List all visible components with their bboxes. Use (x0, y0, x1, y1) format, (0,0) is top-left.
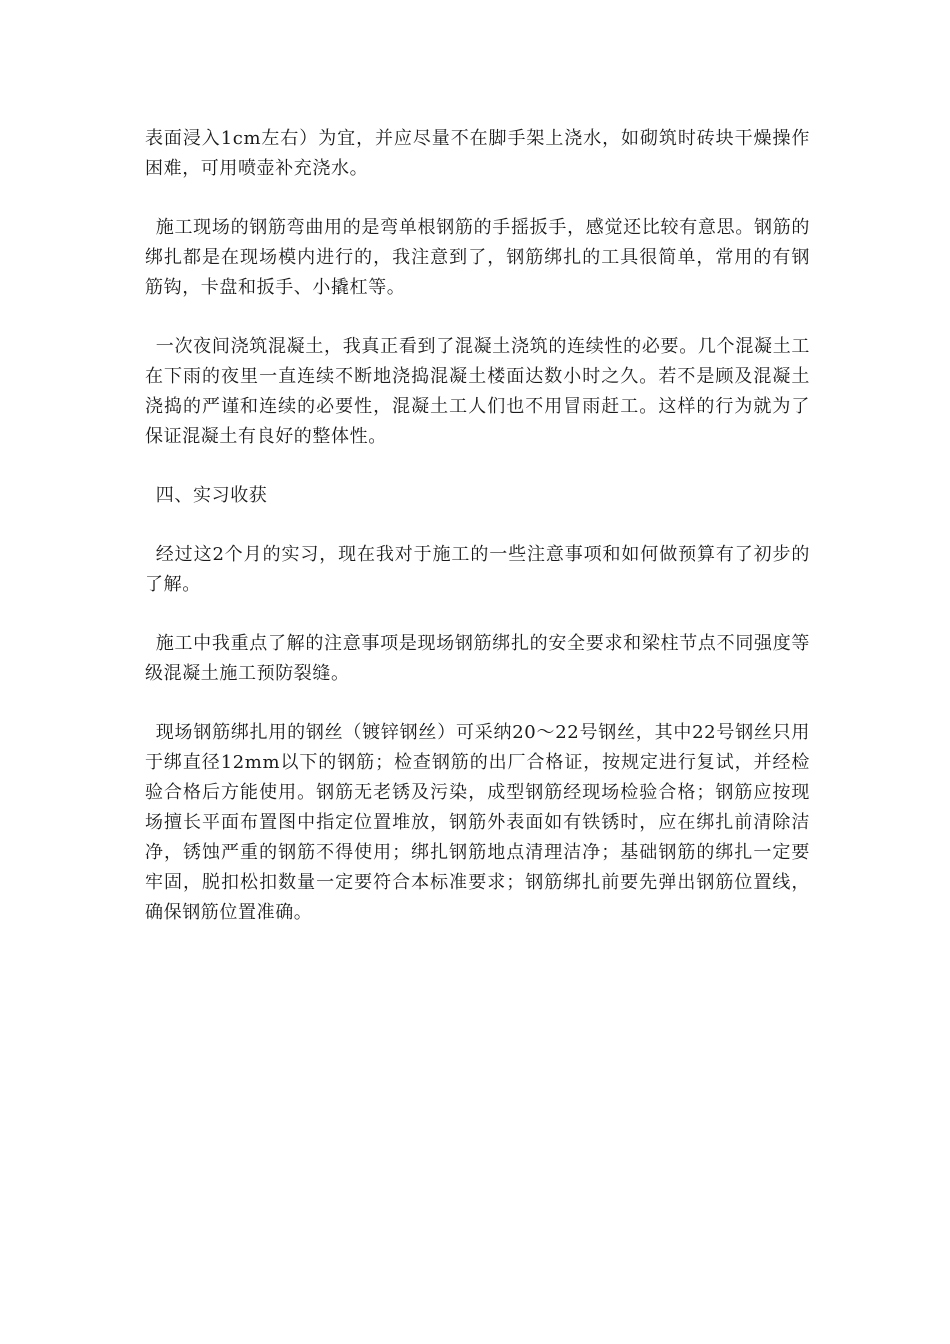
paragraph-key-points: 施工中我重点了解的注意事项是现场钢筋绑扎的安全要求和梁柱节点不同强度等级混凝土施工预防裂缝。 (145, 633, 810, 684)
paragraph-rebar-bending: 施工现场的钢筋弯曲用的是弯单根钢筋的手摇扳手，感觉还比较有意思。钢筋的绑扎都是在现场模内进行的，我注意到了，钢筋绑扎的工具很简单，常用的有钢筋钩，卡盘和扳手、小撬杠等。 (145, 217, 810, 298)
document-body (145, 124, 810, 957)
section-heading: 四、实习收获 (155, 485, 268, 506)
paragraph-rebar-tying: 现场钢筋绑扎用的钢丝（镀锌钢丝）可采纳20～22号钢丝，其中22号钢丝只用于绑直径12mm以下的钢筋；检查钢筋的出厂合格证，按规定进行复试，并经检验合格后方能使用。钢筋无老锈及污染，成型钢筋经现场检验合格；钢筋应按现场擅长平面布置图中指定位置堆放，钢筋外表面如有铁锈时，应在绑扎前清除洁净，锈蚀严重的钢筋不得使用；绑扎钢筋地点清理洁净；基础钢筋的绑扎一定要牢固，脱扣松扣数量一定要符合本标准要求；钢筋绑扎前要先弹出钢筋位置线，确保钢筋位置准确。 (145, 722, 810, 923)
paragraph-gains: 经过这2个月的实习，现在我对于施工的一些注意事项和如何做预算有了初步的了解。 (145, 544, 810, 595)
paragraph-watering: 表面浸入1cm左右）为宜，并应尽量不在脚手架上浇水，如砌筑时砖块干燥操作困难，可用喷壶补充浇水。 (145, 128, 810, 179)
paragraph-night-pouring: 一次夜间浇筑混凝土，我真正看到了混凝土浇筑的连续性的必要。几个混凝土工在下雨的夜里一直连续不断地浇捣混凝土楼面达数小时之久。若不是顾及混凝土浇捣的严谨和连续的必要性，混凝土工人们也不用冒雨赶工。这样的行为就为了保证混凝土有良好的整体性。 (145, 336, 810, 447)
